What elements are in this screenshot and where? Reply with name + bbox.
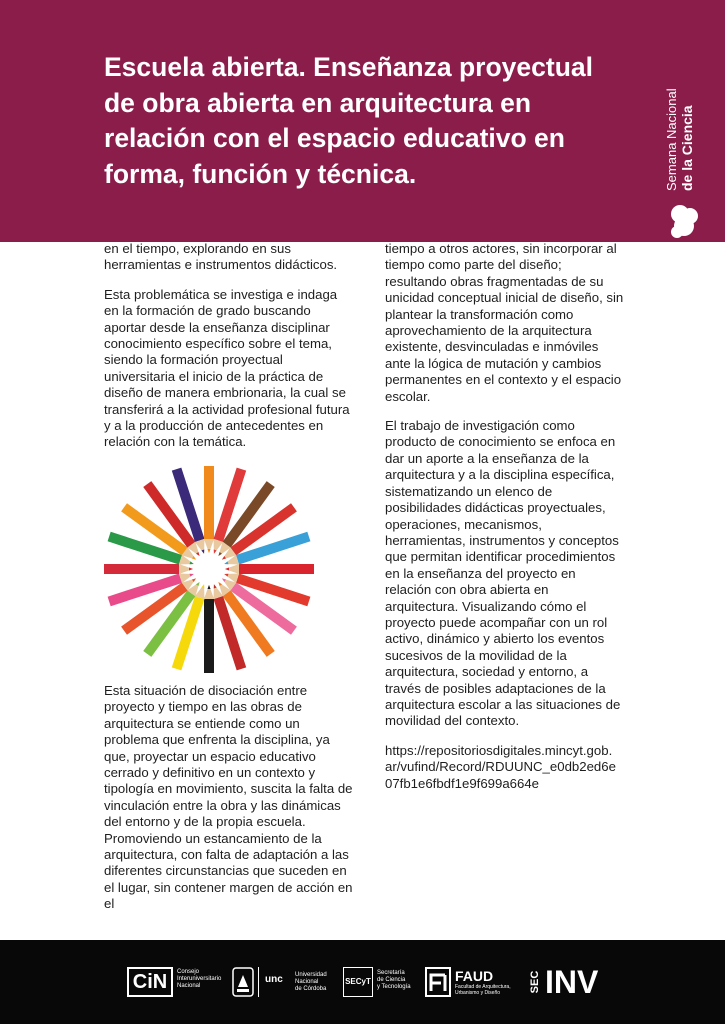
secyt-text-3: y Tecnología [377,984,411,990]
secyt-text-2: de Ciencia [377,977,406,983]
brand-line-1: Semana Nacional [664,88,679,191]
left-column-top [104,241,354,464]
right-paragraph-2: El trabajo de investigación como producto de conocimiento se enfoca en dar un aporte a la enseñanza de la arquitectura y a la disciplina específica, sistematizando un elenco de posibilidades didácticas proyectuales, operaciones, mecanismos, herramientas, instrumentos y conceptos que permitan identificar procedimientos en la enseñanza del proyecto en relación con obra abierta en arquitectura. Visualizando cómo el proyecto puede acompañar con un rol activo, dinámico y abierto los eventos sucesivos de la movilidad de la arquitectura, sociedad y entorno, a través de posibles adaptaciones de la arquitectura escolar a las situaciones de movilidad del contexto. [385,418,621,729]
link-line-3: 07fb1e6fbdf1e9f699a664e [385,775,540,791]
secyt-mark: SECyT [343,967,373,997]
brand-line-2: de la Ciencia [679,105,695,191]
brand-logo [664,46,706,198]
left-paragraph-1: en el tiempo, explorando en sus herramientas e instrumentos didácticos. [104,241,338,273]
footer-bar [0,940,725,1024]
left-column-bottom [104,683,354,926]
left-paragraph-3: Esta situación de disociación entre proyecto y tiempo en las obras de arquitectura se entiende como un problema que enfrenta la disciplina, ya que, proyectar un espacio educativo cerrado y definitivo en un contexto y tipología en movimiento, suscita la falta de vinculación entre la obra y las dinámicas del entorno y de la propia escuela. Promoviendo un estancamiento de la arquitectura, con falta de adaptación a las diferentes circunstancias que suceden en el lugar, sin contener margen de acción en el [104,683,353,912]
secinv-sec: SEC [529,970,541,994]
secyt-text-1: Secretaría [377,970,405,976]
secinv-logo [528,966,610,1000]
brand-bubble-icon [668,202,702,242]
pencils-image [104,466,314,673]
right-column [385,241,625,805]
link-line-1: https://repositoriosdigitales.mincyt.gob. [385,742,613,758]
brand-text [664,46,706,191]
repository-link[interactable] [385,743,625,792]
right-paragraph-1: tiempo a otros actores, sin incorporar al tiempo como parte del diseño; resultando obras fragmentadas de su unicidad conceptual inicial de diseño, sin plantear la transformación como aprovechamiento de la arquitectura existente, desvinculadas e inmóviles ante la lógica de mutación y cambios permanentes en el contexto y el espacio escolar. [385,241,624,404]
faud-emblem-icon [425,967,451,997]
unc-text-1: Universidad [295,972,327,978]
cin-mark: CiN [127,967,173,997]
cin-text-2: Interuniversitario [177,976,222,982]
header-banner [0,0,725,242]
secinv-inv: INV [545,964,599,1000]
faud-text-2: Urbanismo y Diseño [455,990,501,996]
unc-mark: unc [265,974,283,985]
faud-mark: FAUD [455,968,494,984]
cin-text-3: Nacional [177,983,201,989]
faud-text-1: Facultad de Arquitectura, [455,984,511,990]
link-line-2: ar/vufind/Record/RDUUNC_e0db2ed6e [385,759,616,775]
unc-text-3: de Córdoba [295,986,327,992]
left-paragraph-2: Esta problemática se investiga e indaga en la formación de grado buscando aportar desde la enseñanza disciplinar conocimiento específico sobre el tema, siendo la formación proyectual universitaria el inicio de la práctica de diseño de manera embrionaria, la cual se transferirá a la actividad profesional futura y a la producción de antecedentes en relación con la temática. [104,286,350,450]
cin-text-1: Consejo [177,969,200,975]
unc-seal-icon [232,967,254,997]
page-title: Escuela abierta. Enseñanza proyectual de obra abierta en arquitectura en relación con el espacio educativo en forma, función y técnica. [104,52,593,189]
unc-text-2: Nacional [295,979,319,985]
